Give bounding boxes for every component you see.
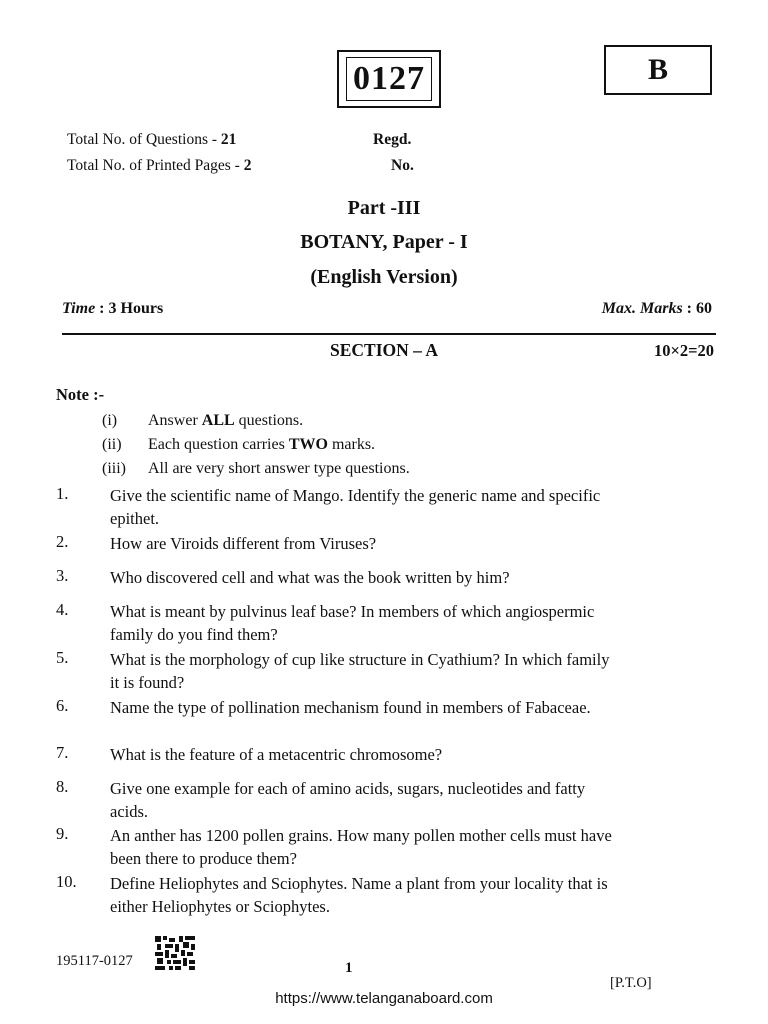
question-text: An anther has 1200 pollen grains. How many pollen mother cells must have been there to produce them? (110, 826, 612, 868)
note-item-number: (iii) (102, 460, 126, 477)
question-number: 7. (56, 743, 69, 762)
question-number: 10. (56, 872, 77, 891)
note-item-number: (ii) (102, 436, 122, 453)
question-text: What is the feature of a metacentric chromosome? (110, 745, 443, 764)
note-item (102, 436, 375, 454)
marks-info (602, 300, 712, 318)
paper-code: 0127 (346, 57, 432, 101)
page-number: 1 (345, 960, 353, 976)
marks-label: Max. Marks (601, 300, 683, 317)
note-text-pre: Answer (148, 412, 202, 429)
section-title: SECTION – A (330, 340, 438, 360)
question-number: 3. (56, 566, 69, 585)
time-label: Time (62, 300, 96, 317)
total-questions-label: Total No. of Questions - (67, 131, 221, 148)
question-text: How are Viroids different from Viruses? (110, 534, 377, 553)
barcode-icon (155, 936, 195, 970)
version-title: (English Version) (310, 266, 458, 288)
note-heading: Note :- (56, 385, 105, 404)
question-number: 4. (56, 600, 69, 619)
question-text: Give one example for each of amino acids, sugars, nucleotides and fatty acids. (110, 779, 586, 821)
divider-line (62, 333, 716, 335)
note-item (102, 460, 410, 478)
question-number: 5. (56, 648, 69, 667)
regd-no-label: No. (391, 157, 414, 174)
pto-label: [P.T.O] (610, 975, 652, 991)
time-value: : 3 Hours (99, 300, 164, 317)
part-title: Part -III (347, 197, 421, 219)
note-text-pre: All are very short answer type questions. (148, 460, 410, 477)
marks-value: : 60 (686, 300, 712, 317)
note-text-bold: ALL (201, 412, 235, 429)
question-text: Name the type of pollination mechanism found in members of Fabaceae. (110, 698, 591, 717)
note-text-post: questions. (234, 412, 304, 429)
set-label: B (647, 53, 668, 86)
question-text: What is meant by pulvinus leaf base? In members of which angiospermic family do you find them? (110, 602, 595, 644)
total-pages-value: 2 (243, 157, 252, 174)
note-item-text (148, 460, 410, 477)
section-marks: 10×2=20 (653, 341, 714, 360)
footer-code: 195117-0127 (56, 953, 133, 969)
paper-code-box (337, 50, 441, 108)
question-number: 2. (56, 532, 69, 551)
total-pages (67, 157, 251, 175)
note-text-bold: TWO (288, 436, 328, 453)
time-info (62, 300, 163, 318)
total-questions-value: 21 (220, 131, 237, 148)
question-number: 6. (56, 696, 69, 715)
footer-url[interactable]: https://www.telanganaboard.com (275, 990, 493, 1007)
total-questions (67, 131, 236, 149)
question-number: 8. (56, 777, 69, 796)
question-text: Give the scientific name of Mango. Identify the generic name and specific epithet. (110, 486, 601, 528)
question-text: Define Heliophytes and Sciophytes. Name a plant from your locality that is either Heliophytes or Sciophytes. (110, 874, 608, 916)
note-text-post: marks. (327, 436, 376, 453)
question-number: 1. (56, 484, 69, 503)
question-text: Who discovered cell and what was the book written by him? (110, 568, 510, 587)
set-label-box (604, 45, 712, 95)
subject-title: BOTANY, Paper - I (300, 231, 468, 253)
question-number: 9. (56, 824, 69, 843)
note-item (102, 412, 303, 430)
total-pages-label: Total No. of Printed Pages - (67, 157, 244, 174)
note-item-text (148, 412, 303, 429)
question-text: What is the morphology of cup like structure in Cyathium? In which family it is found? (110, 650, 610, 692)
regd-label: Regd. (373, 131, 412, 148)
note-text-pre: Each question carries (148, 436, 289, 453)
note-item-text (148, 436, 375, 453)
note-item-number: (i) (102, 412, 118, 429)
